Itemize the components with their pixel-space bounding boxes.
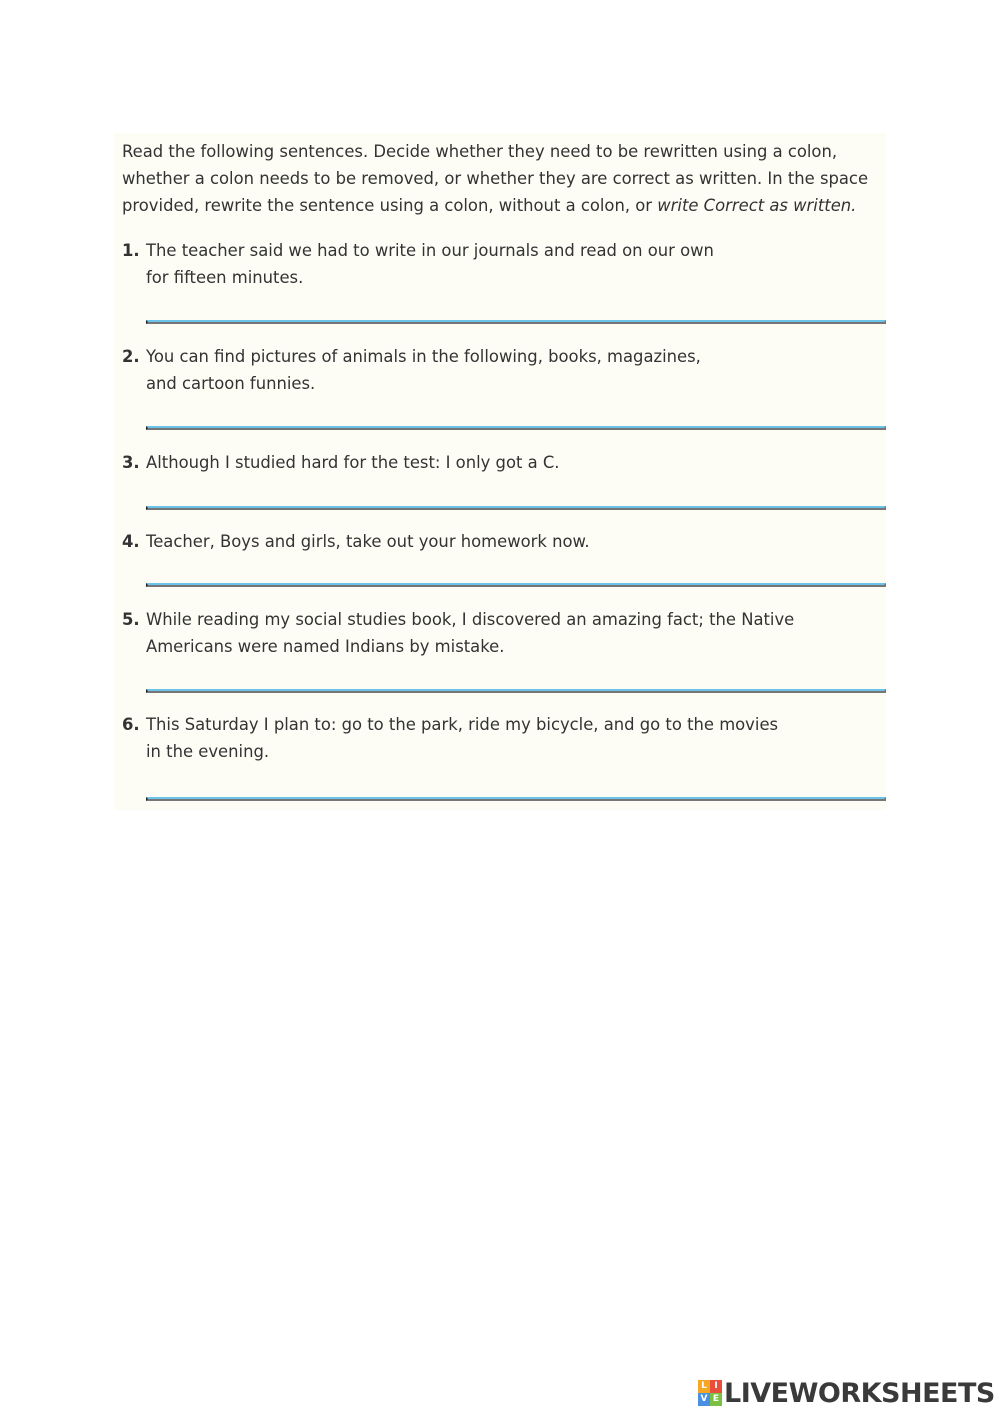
logo-mark-letter: I: [710, 1380, 722, 1393]
question-1: [122, 237, 862, 291]
question-text-continued: for fifteen minutes.: [146, 268, 304, 287]
question-4: [122, 528, 862, 555]
question-number: 4.: [122, 532, 140, 551]
instructions: [122, 138, 882, 219]
question-text-continued: Americans were named Indians by mistake.: [146, 637, 505, 656]
question-2: [122, 343, 862, 397]
answer-input-6[interactable]: [146, 797, 886, 801]
question-text: This Saturday I plan to: go to the park, ride my bicycle, and go to the movies: [146, 715, 779, 734]
answer-input-5[interactable]: [146, 689, 886, 693]
logo-mark-letter: E: [710, 1393, 722, 1406]
question-number: 5.: [122, 610, 140, 629]
question-number: 6.: [122, 715, 140, 734]
question-text: While reading my social studies book, I discovered an amazing fact; the Native: [146, 610, 795, 629]
answer-input-4[interactable]: [146, 583, 886, 587]
liveworksheets-logo: [698, 1378, 995, 1408]
answer-input-2[interactable]: [146, 426, 886, 430]
logo-mark-icon: [698, 1380, 722, 1406]
logo-text: LIVEWORKSHEETS: [724, 1377, 995, 1409]
question-number: 2.: [122, 347, 140, 366]
question-text: Although I studied hard for the test: I only got a C.: [146, 453, 560, 472]
question-number: 3.: [122, 453, 140, 472]
logo-mark-letter: V: [698, 1393, 710, 1406]
question-text-continued: in the evening.: [146, 742, 270, 761]
answer-input-1[interactable]: [146, 320, 886, 324]
logo-mark-letter: L: [698, 1380, 710, 1393]
question-text: The teacher said we had to write in our journals and read on our own: [146, 241, 714, 260]
instructions-italic: write Correct as written.: [657, 196, 857, 215]
question-6: [122, 711, 862, 765]
instructions-text: Read the following sentences. Decide whether they need to be rewritten using a colon, whether a colon needs to be removed, or whether they are correct as written. In the space provided, rewrite the sentence using a colon, without a colon, or: [122, 142, 869, 215]
question-5: [122, 606, 862, 660]
question-number: 1.: [122, 241, 140, 260]
question-text-continued: and cartoon funnies.: [146, 374, 316, 393]
question-text: You can find pictures of animals in the following, books, magazines,: [146, 347, 701, 366]
answer-input-3[interactable]: [146, 506, 886, 510]
question-text: Teacher, Boys and girls, take out your homework now.: [146, 532, 590, 551]
question-3: [122, 449, 862, 476]
